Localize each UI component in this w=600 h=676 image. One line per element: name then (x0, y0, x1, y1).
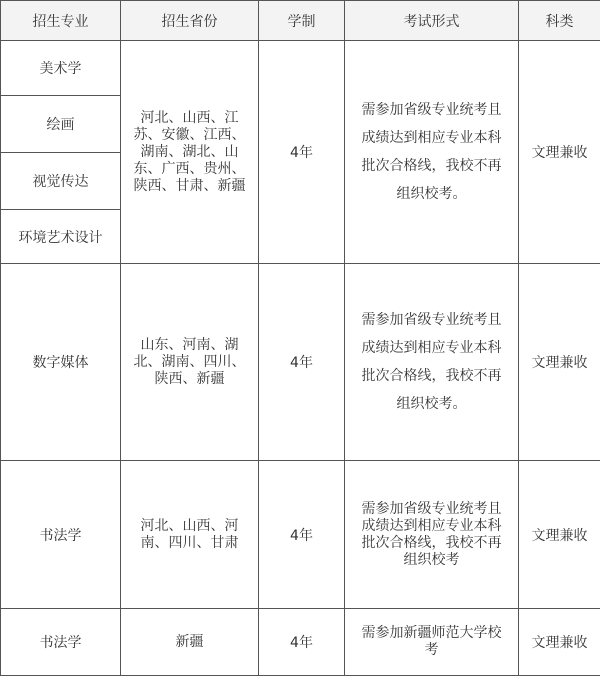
header-duration: 学制 (259, 1, 345, 41)
table-row (1, 264, 600, 461)
exam-format-cell: 需参加省级专业统考且成绩达到相应专业本科批次合格线，我校不再组织校考 (345, 461, 519, 609)
major-cell: 视觉传达 (1, 153, 121, 210)
category-cell: 文理兼收 (519, 264, 600, 461)
major-cell: 书法学 (1, 461, 121, 609)
header-category: 科类 (519, 1, 600, 41)
exam-format-cell: 需参加省级专业统考且成绩达到相应专业本科批次合格线，我校不再组织校考。 (345, 264, 519, 461)
major-cell: 绘画 (1, 96, 121, 153)
major-cell: 数字媒体 (1, 264, 121, 461)
major-cell: 环境艺术设计 (1, 210, 121, 264)
table-row (1, 461, 600, 609)
category-cell: 文理兼收 (519, 609, 600, 676)
major-cell: 书法学 (1, 609, 121, 676)
exam-format-cell: 需参加省级专业统考且成绩达到相应专业本科批次合格线，我校不再组织校考。 (345, 41, 519, 264)
header-province: 招生省份 (121, 1, 259, 41)
table-row (1, 609, 600, 676)
duration-cell: 4年 (259, 41, 345, 264)
province-cell: 河北、山西、江苏、安徽、江西、湖南、湖北、山东、广西、贵州、陕西、甘肃、新疆 (121, 41, 259, 264)
duration-cell: 4年 (259, 264, 345, 461)
duration-cell: 4年 (259, 461, 345, 609)
exam-format-cell: 需参加新疆师范大学校考 (345, 609, 519, 676)
header-major: 招生专业 (1, 1, 121, 41)
major-cell: 美术学 (1, 41, 121, 96)
table-row (1, 41, 600, 96)
province-cell: 新疆 (121, 609, 259, 676)
category-cell: 文理兼收 (519, 461, 600, 609)
duration-cell: 4年 (259, 609, 345, 676)
header-row (1, 1, 600, 41)
header-exam-format: 考试形式 (345, 1, 519, 41)
province-cell: 河北、山西、河南、四川、甘肃 (121, 461, 259, 609)
category-cell: 文理兼收 (519, 41, 600, 264)
province-cell: 山东、河南、湖北、湖南、四川、陕西、新疆 (121, 264, 259, 461)
